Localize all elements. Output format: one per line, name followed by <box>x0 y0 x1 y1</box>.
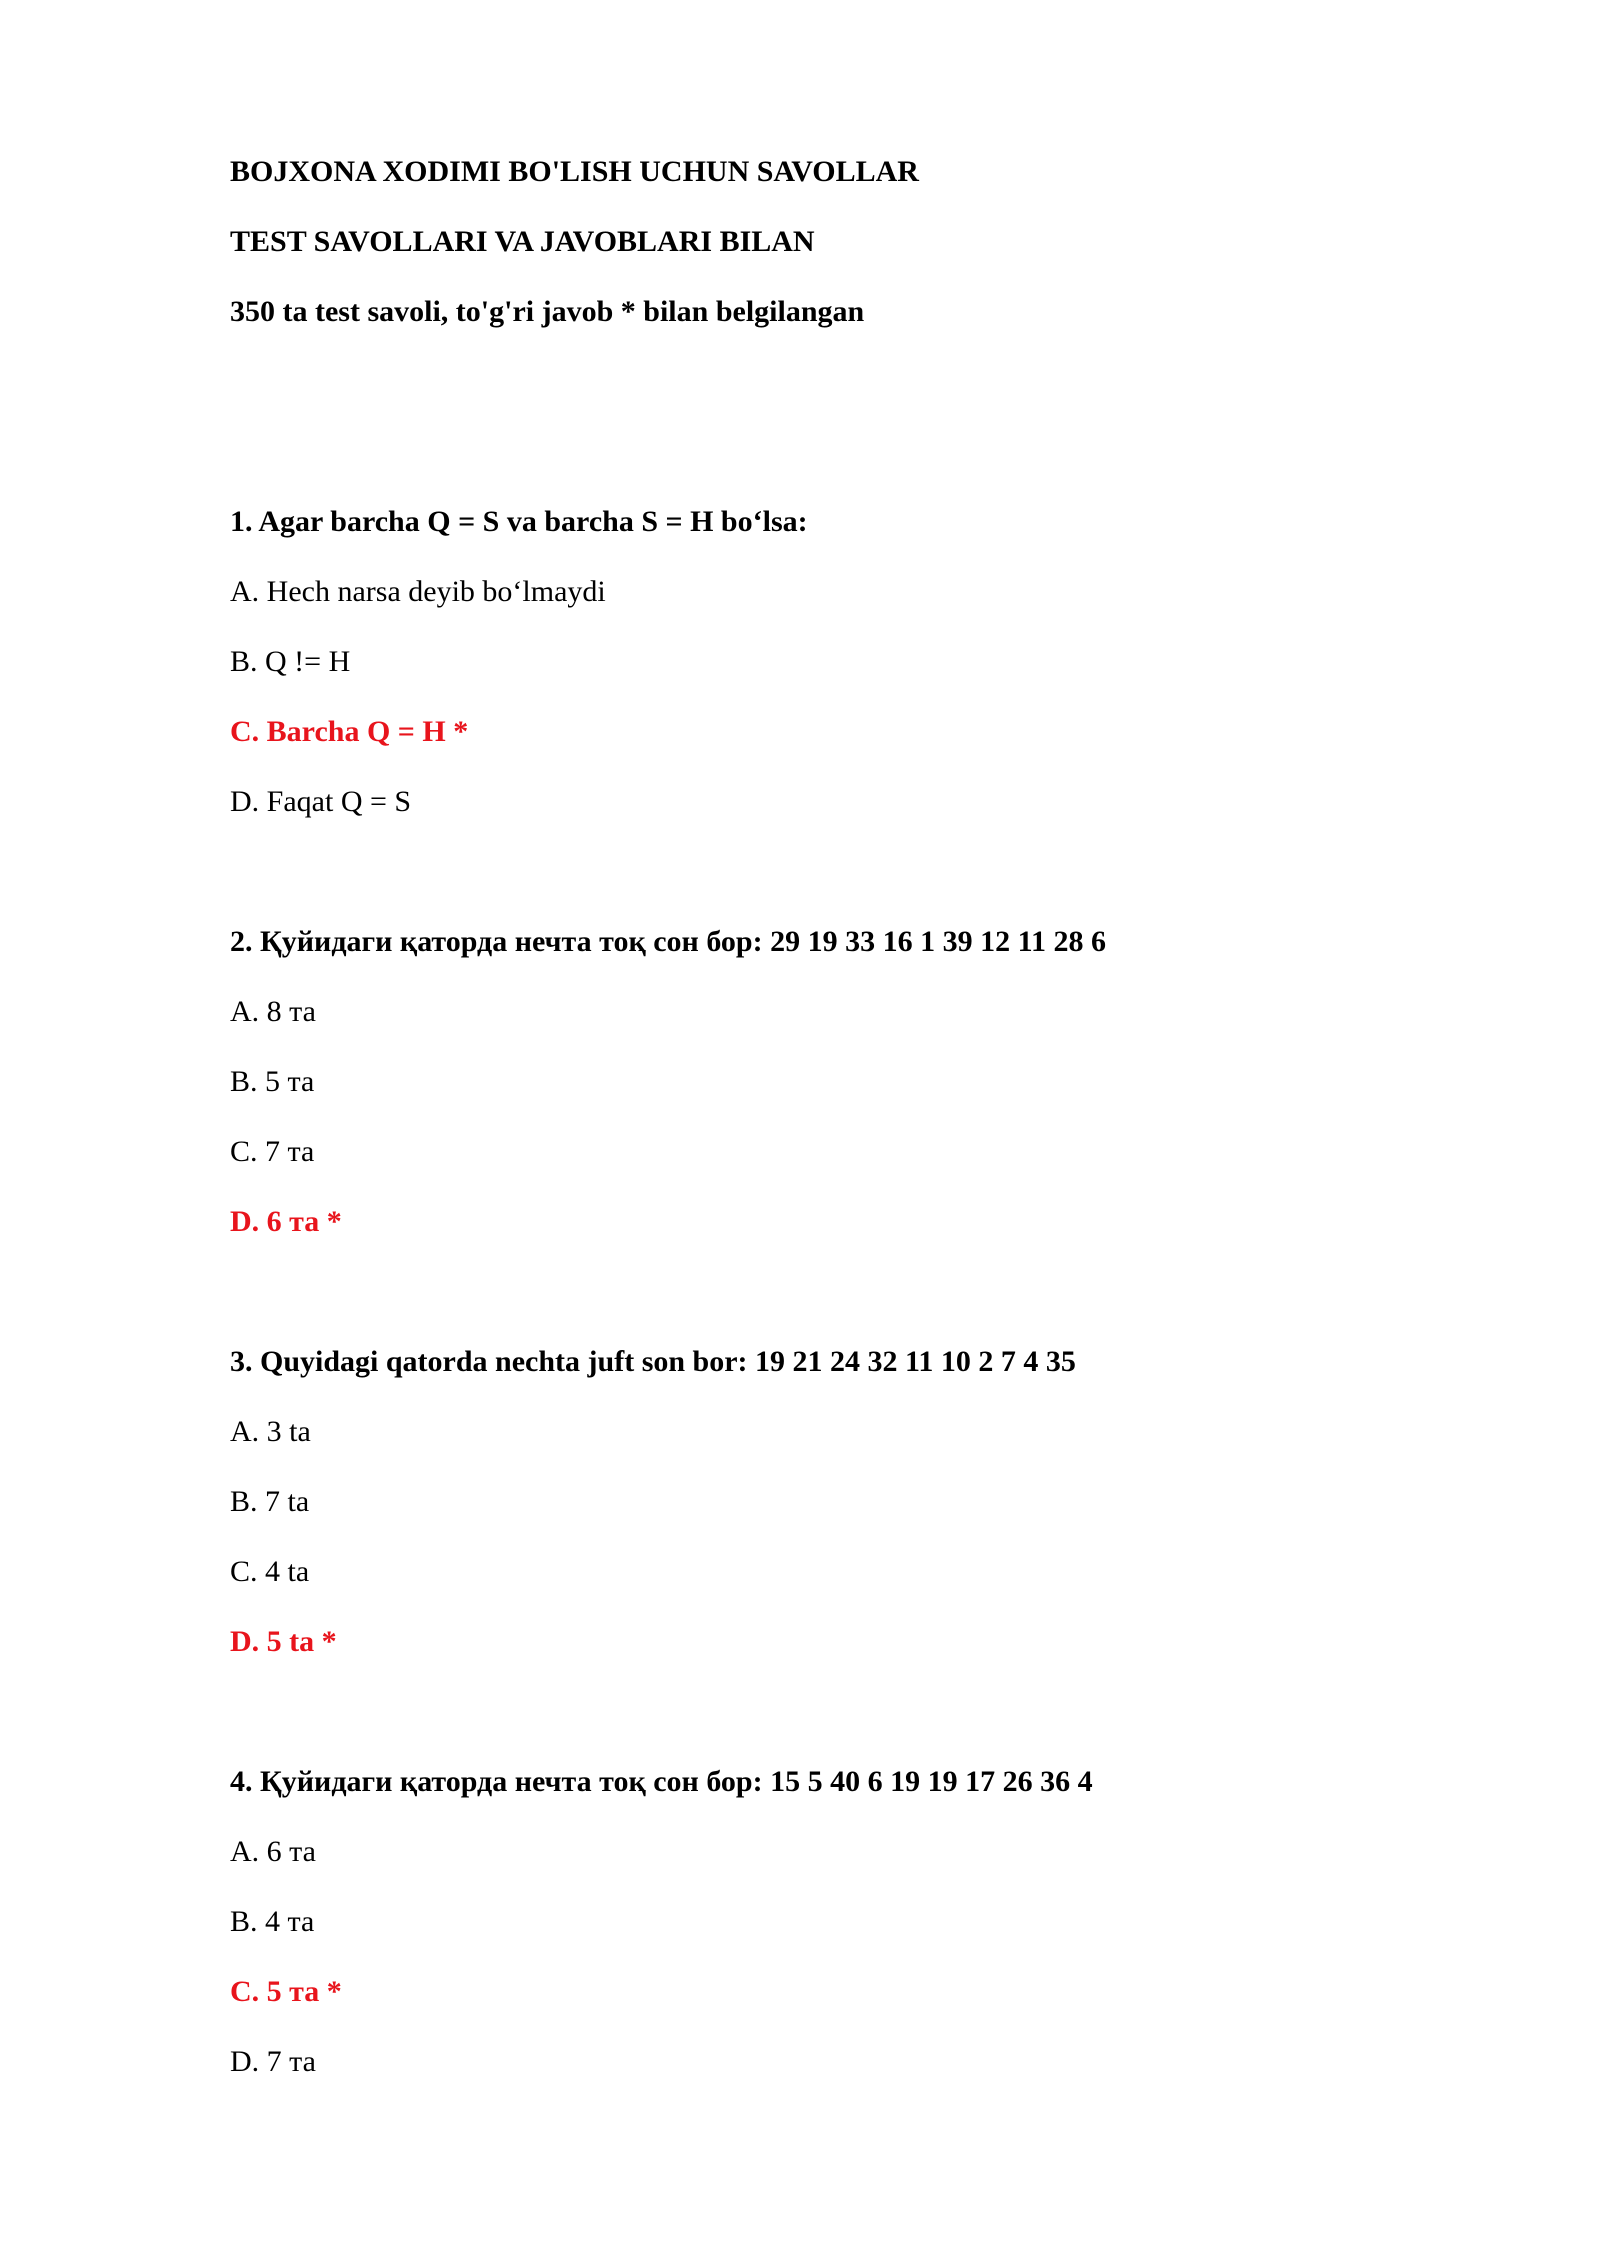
question-text: 3. Quyidagi qatorda nechta juft son bor: 19 21 24 32 11 10 2 7 4 35 <box>230 1345 1076 1378</box>
answer-option: D. Faqat Q = S <box>230 785 412 818</box>
document-title: BOJXONA XODIMI BO'LISH UCHUN SAVOLLAR <box>230 155 919 188</box>
document-subtitle: TEST SAVOLLARI VA JAVOBLARI BILAN <box>230 225 815 258</box>
answer-option: A. 8 та <box>230 995 316 1028</box>
correct-answer-option: C. Barcha Q = H * <box>230 715 469 748</box>
answer-option: D. 7 та <box>230 2045 316 2078</box>
correct-answer-option: C. 5 та * <box>230 1975 342 2008</box>
correct-answer-option: D. 6 та * <box>230 1205 342 1238</box>
answer-option: A. Hech narsa deyib bo‘lmaydi <box>230 575 606 608</box>
correct-answer-option: D. 5 ta * <box>230 1625 337 1658</box>
answer-option: B. 4 та <box>230 1905 315 1938</box>
question-text: 4. Қуйидаги қаторда нечта тоқ сон бор: 15 5 40 6 19 19 17 26 36 4 <box>230 1765 1093 1798</box>
answer-option: A. 3 ta <box>230 1415 311 1448</box>
answer-option: B. 7 ta <box>230 1485 310 1518</box>
answer-option: C. 7 та <box>230 1135 315 1168</box>
question-text: 2. Қуйидаги қаторда нечта тоқ сон бор: 29 19 33 16 1 39 12 11 28 6 <box>230 925 1106 958</box>
answer-option: B. 5 та <box>230 1065 315 1098</box>
answer-option: A. 6 та <box>230 1835 316 1868</box>
answer-option: B. Q != H <box>230 645 351 678</box>
question-text: 1. Agar barcha Q = S va barcha S = H bo‘lsa: <box>230 505 808 538</box>
document-note: 350 ta test savoli, to'g'ri javob * bilan belgilangan <box>230 295 865 328</box>
answer-option: C. 4 ta <box>230 1555 310 1588</box>
